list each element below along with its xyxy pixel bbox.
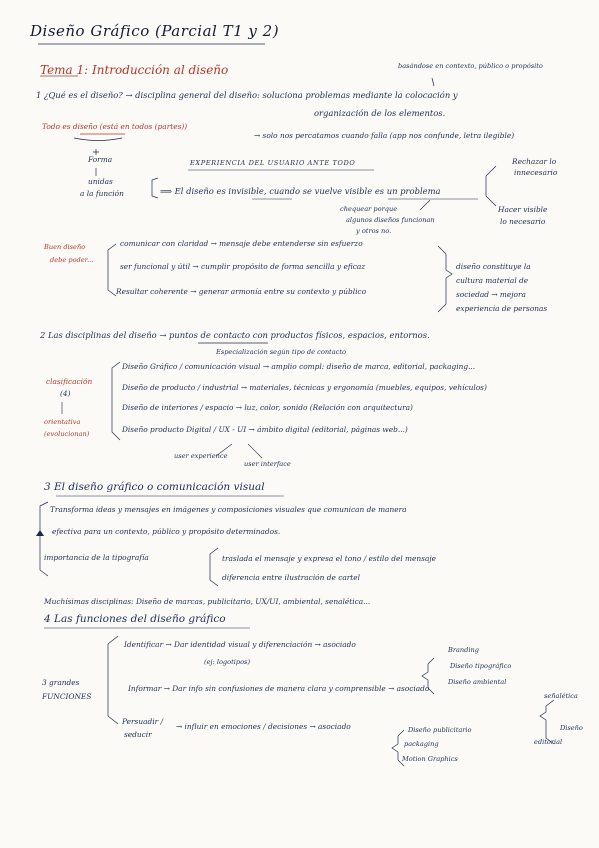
chequear-arrow <box>420 200 430 210</box>
disc-grafico: Diseño Gráfico / comunicación visual → amplio compl: diseño de marca, editorial, packaging... <box>122 362 476 371</box>
funcion-informar: Informar → Dar info sin confusiones de manera clara y comprensible → asociado <box>128 684 430 693</box>
constituye-a: diseño constituye la <box>456 262 531 271</box>
forma-brace <box>74 138 122 141</box>
buen-brace <box>108 244 116 296</box>
unidas-label: unidas <box>88 177 113 186</box>
buen-item-2: ser funcional y útil → cumplir propósito de forma sencilla y eficaz <box>120 262 366 271</box>
orientativa-b: (evolucionan) <box>44 430 90 438</box>
disc-digital: Diseño producto Digital / UX - UI → ámbito digital (editorial, páginas web...) <box>122 425 408 434</box>
ui-note: user interface <box>244 460 291 468</box>
q3-heading: 3 El diseño gráfico o comunicación visual <box>44 481 265 493</box>
q3-line-1: Transforma ideas y mensajes en imágenes y composiciones visuales que comunican de manera <box>50 505 407 514</box>
especializacion-note: Especialización según tipo de contacto <box>216 348 346 356</box>
rechazar-b: innecesario <box>514 168 558 177</box>
page-title: Diseño Gráfico (Parcial T1 y 2) <box>30 22 280 40</box>
identificar-ambiental: Diseño ambiental <box>448 678 507 686</box>
q2-heading: 2 Las disciplinas del diseño → puntos de contacto con productos físicos, espacios, entornos. <box>40 330 430 340</box>
informar-senaletica: señalética <box>544 692 578 700</box>
constituye-c: sociedad → mejora <box>456 290 526 299</box>
constituye-brace <box>438 246 452 312</box>
q3-line-6: Muchísimas disciplinas: Diseño de marcas, publicitario, UX/UI, ambiental, senalética... <box>44 597 371 606</box>
q3-line-2: efectiva para un contexto, público y propósito determinados. <box>52 527 281 536</box>
funcion-brace <box>152 178 158 198</box>
buen-item-1: comunicar con claridad → mensaje debe entenderse sin esfuerzo <box>120 239 363 248</box>
ui-arrow <box>248 444 262 458</box>
algunos-note-a: algunos diseños funcionan <box>346 216 435 224</box>
disc-interiores: Diseño de interiores / espacio → luz, color, sonido (Relación con arquitectura) <box>122 403 413 412</box>
note-arrow <box>432 78 434 86</box>
invisible-line: ⟹ El diseño es invisible, cuando se vuelve visible es un problema <box>160 186 441 196</box>
constituye-d: experiencia de personas <box>456 304 548 313</box>
rechazar-a: Rechazar lo <box>512 157 557 166</box>
clasificacion-label: clasificación <box>46 377 93 386</box>
todo-line-b: → solo nos percatamos cuando falla (app nos confunde, letra ilegible) <box>254 131 515 140</box>
algunos-note-b: y otros no. <box>356 227 392 235</box>
buen-item-3: Resultar coherente → generar armonía entre su contexto y público <box>116 287 367 296</box>
identificar-tipografico: Diseño tipográfico <box>450 662 512 670</box>
disc-brace <box>112 362 120 440</box>
informar-editorial: editorial <box>534 738 563 746</box>
funcion-persuadir: → influir en emociones / decisiones → asociado <box>176 722 351 731</box>
buen-label-a: Buen diseño <box>44 243 86 251</box>
note-top: basándose en contexto, público o propósito <box>398 62 543 70</box>
identificar-example: (ej: logotipos) <box>204 658 251 666</box>
rechazar-brace <box>486 166 496 206</box>
persuadir-packaging: packaging <box>404 740 439 748</box>
q3-line-5: diferencia entre ilustración de cartel <box>222 573 360 582</box>
q3-line-4: traslada el mensaje y expresa el tono / estilo del mensaje <box>222 554 437 563</box>
forma-label: Forma <box>88 155 113 164</box>
grandes-a: 3 grandes <box>42 678 80 687</box>
clasificacion-count: (4) <box>60 389 71 398</box>
buen-label-b: debe poder... <box>50 256 94 264</box>
identificar-branding: Branding <box>448 646 479 654</box>
persuadir-motion: Motion Graphics <box>402 755 458 763</box>
grandes-b: FUNCIONES <box>42 692 92 701</box>
q1-line-a: 1 ¿Qué es el diseño? → disciplina general del diseño: soluciona problemas mediante la colocación y <box>36 90 458 100</box>
chequear-note: chequear porque <box>340 205 398 213</box>
persuadir-label-a: Persuadir / <box>122 717 163 726</box>
funcion-identificar: Identificar → Dar identidad visual y diferenciación → asociado <box>124 640 356 649</box>
hacer-b: lo necesario <box>500 217 546 226</box>
hacer-a: Hacer visible <box>498 205 548 214</box>
constituye-b: cultura material de <box>456 276 529 285</box>
ux-note: user experience <box>174 452 228 460</box>
todo-line-a: Todo es diseño (está en todos (partes)) <box>42 122 188 131</box>
q3-brace <box>40 502 48 576</box>
q1-line-b: organización de los elementos. <box>314 108 446 118</box>
orientativa-a: orientativa <box>44 418 81 426</box>
disc-producto: Diseño de producto / industrial → materiales, técnicas y ergonomía (muebles, equipos, vehículos) <box>122 383 487 392</box>
informar-diseno: Diseño <box>560 724 583 732</box>
tipografia-brace <box>210 548 218 586</box>
funciones-brace <box>108 636 118 724</box>
q3-line-3: importancia de la tipografía <box>44 553 149 562</box>
q3-arrow <box>36 530 44 536</box>
persuadir-label-b: seducir <box>124 730 152 739</box>
q4-heading: 4 Las funciones del diseño gráfico <box>44 613 226 625</box>
funcion-label: a la función <box>80 189 124 198</box>
experiencia-heading: EXPERIENCIA DEL USUARIO ANTE TODO <box>190 159 356 167</box>
tema-heading: Tema 1: Introducción al diseño <box>40 63 229 77</box>
persuadir-publicitario: Diseño publicitario <box>408 726 472 734</box>
